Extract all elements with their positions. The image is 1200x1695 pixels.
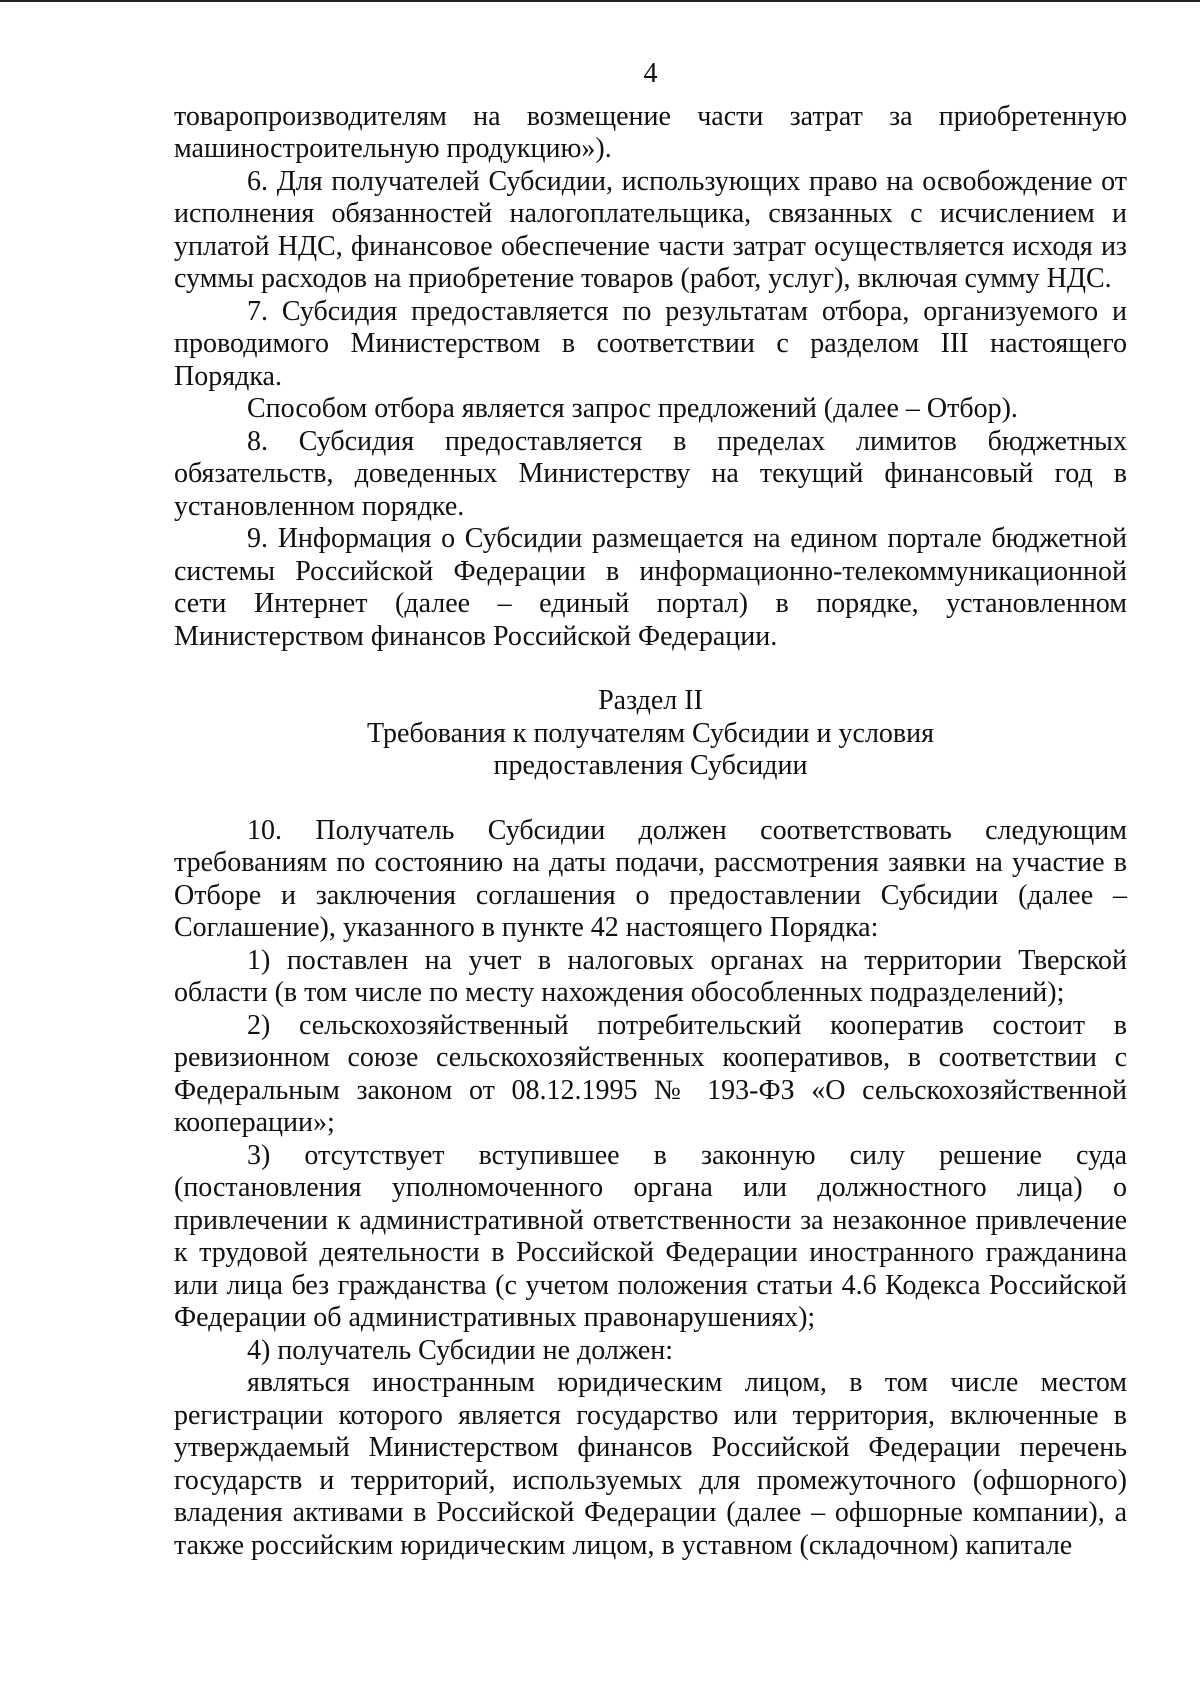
section-heading <box>174 685 1127 783</box>
paragraph-selection-method: Способом отбора является запрос предложений (далее – Отбор). <box>247 393 1018 424</box>
section-subtitle-line-2: предоставления Субсидии <box>493 750 808 781</box>
requirement-4-item: являться иностранным юридическим лицом, в том числе местом регистрации которого является государство или территория, включенные в утверждаемый Министерством финансов Российской Федерации перечень государств и территорий, используемых для промежуточного (офшорного) владения активами в Российской Федерации (далее – офшорные компании), а также российским юридическим лицом, в уставном (складочном) капитале <box>174 1367 1127 1561</box>
document-text <box>174 58 1127 1562</box>
section-title: Раздел II <box>598 685 703 716</box>
paragraph-10: 10. Получатель Субсидии должен соответствовать следующим требованиям по состоянию на даты подачи, рассмотрения заявки на участие в Отборе и заключения соглашения о предоставлении Субсидии (далее – Соглашение), указанного в пункте 42 настоящего Порядка: <box>174 814 1127 943</box>
requirement-1: 1) поставлен на учет в налоговых органах на территории Тверской области (в том числе по месту нахождения обособленных подразделений); <box>174 944 1127 1008</box>
paragraph: товаропроизводителям на возмещение части затрат за приобретенную машиностроительную продукцию»). <box>174 100 1127 164</box>
paragraph-8: 8. Субсидия предоставляется в пределах лимитов бюджетных обязательств, доведенных Министерству на текущий финансовый год в установленном порядке. <box>174 425 1127 522</box>
section-subtitle-line-1: Требования к получателям Субсидии и условия <box>367 717 934 749</box>
page-top-edge <box>0 0 1200 2</box>
requirement-2: 2) сельскохозяйственный потребительский кооператив состоит в ревизионном союзе сельскохозяйственных кооперативов, в соответствии с Федеральным законом от 08.12.1995 № 193-ФЗ «О сельскохозяйственной кооперации»; <box>174 1009 1127 1138</box>
page-number: 4 <box>643 58 658 89</box>
paragraph-7: 7. Субсидия предоставляется по результатам отбора, организуемого и проводимого Министерством в соответствии с разделом III настоящего Порядка. <box>174 295 1127 392</box>
requirement-4: 4) получатель Субсидии не должен: <box>247 1334 674 1366</box>
paragraph-6: 6. Для получателей Субсидии, использующих право на освобождение от исполнения обязанностей налогоплательщика, связанных с исчислением и уплатой НДС, финансовое обеспечение части затрат осуществляется исходя из суммы расходов на приобретение товаров (работ, услуг), включая сумму НДС. <box>174 165 1127 294</box>
requirement-3: 3) отсутствует вступившее в законную силу решение суда (постановления уполномоченного органа или должностного лица) о привлечении к административной ответственности за незаконное привлечение к трудовой деятельности в Российской Федерации иностранного гражданина или лица без гражданства (с учетом положения статьи 4.6 Кодекса Российской Федерации об административных правонарушениях); <box>174 1139 1127 1333</box>
paragraphs-after <box>174 815 1127 1563</box>
paragraph-9: 9. Информация о Субсидии размещается на едином портале бюджетной системы Российской Федерации в информационно-телекоммуникационной сети Интернет (далее – единый портал) в порядке, установленном Министерством финансов Российской Федерации. <box>174 523 1127 652</box>
paragraphs-before <box>174 101 1127 654</box>
